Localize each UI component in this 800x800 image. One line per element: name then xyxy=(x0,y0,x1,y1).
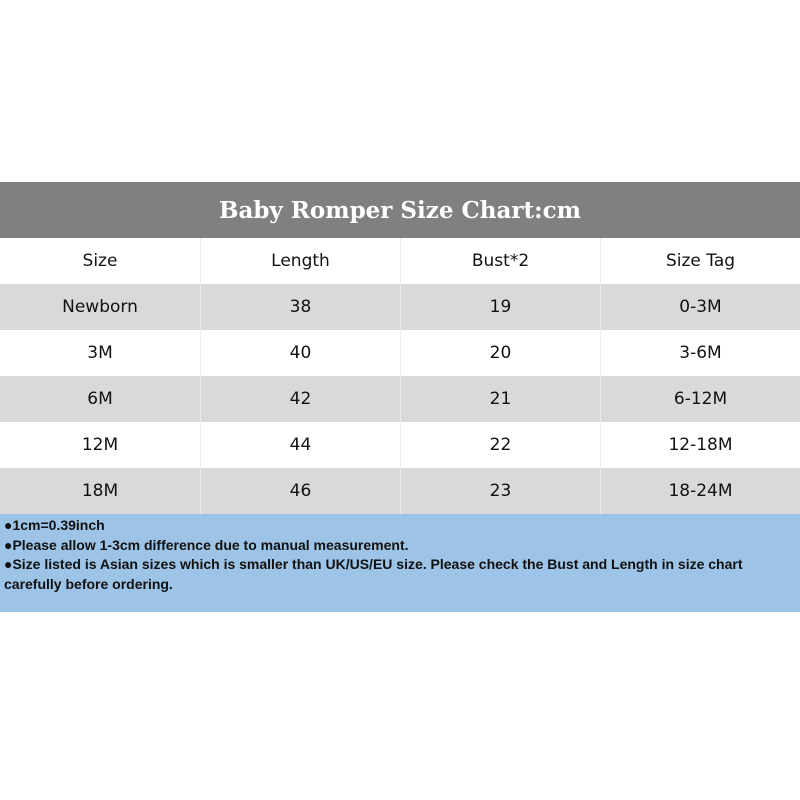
length-cell: 46 xyxy=(200,468,400,514)
note-asian-sizes: ●Size listed is Asian sizes which is smaller than UK/US/EU size. Please check the Bust and Length in size chart carefully before ordering. xyxy=(4,556,743,592)
size-tag-cell: 0-3M xyxy=(600,284,800,330)
size-cell: 18M xyxy=(81,481,119,501)
header-row xyxy=(0,238,800,284)
length-cell: 44 xyxy=(200,422,400,468)
size-cell: 12M xyxy=(81,435,119,455)
size-chart xyxy=(0,182,800,612)
size-tag-cell: 6-12M xyxy=(600,376,800,422)
length-cell: 42 xyxy=(200,376,400,422)
size-cell: 6M xyxy=(87,389,113,409)
bust-cell: 22 xyxy=(400,422,600,468)
note-conversion: ●1cm=0.39inch xyxy=(4,517,105,533)
length-cell: 38 xyxy=(200,284,400,330)
column-header-bust: Bust*2 xyxy=(400,238,600,284)
table-row xyxy=(0,330,800,376)
size-cell: Newborn xyxy=(62,297,138,317)
length-cell: 40 xyxy=(200,330,400,376)
column-header-length: Length xyxy=(200,238,400,284)
bust-cell: 20 xyxy=(400,330,600,376)
column-header-size-tag: Size Tag xyxy=(600,238,800,284)
table-row xyxy=(0,376,800,422)
size-tag-cell: 3-6M xyxy=(600,330,800,376)
table-row xyxy=(0,284,800,330)
chart-title: Baby Romper Size Chart:cm xyxy=(219,196,581,224)
note-measurement: ●Please allow 1-3cm difference due to manual measurement. xyxy=(4,536,409,553)
table-row xyxy=(0,422,800,468)
size-tag-cell: 18-24M xyxy=(600,468,800,514)
bust-cell: 23 xyxy=(400,468,600,514)
size-cell: 3M xyxy=(87,343,113,363)
notes-box xyxy=(0,514,800,612)
title-bar xyxy=(0,182,800,238)
size-tag-cell: 12-18M xyxy=(600,422,800,468)
table-row xyxy=(0,468,800,514)
bust-cell: 21 xyxy=(400,376,600,422)
column-header-size: Size xyxy=(82,251,118,271)
bust-cell: 19 xyxy=(400,284,600,330)
